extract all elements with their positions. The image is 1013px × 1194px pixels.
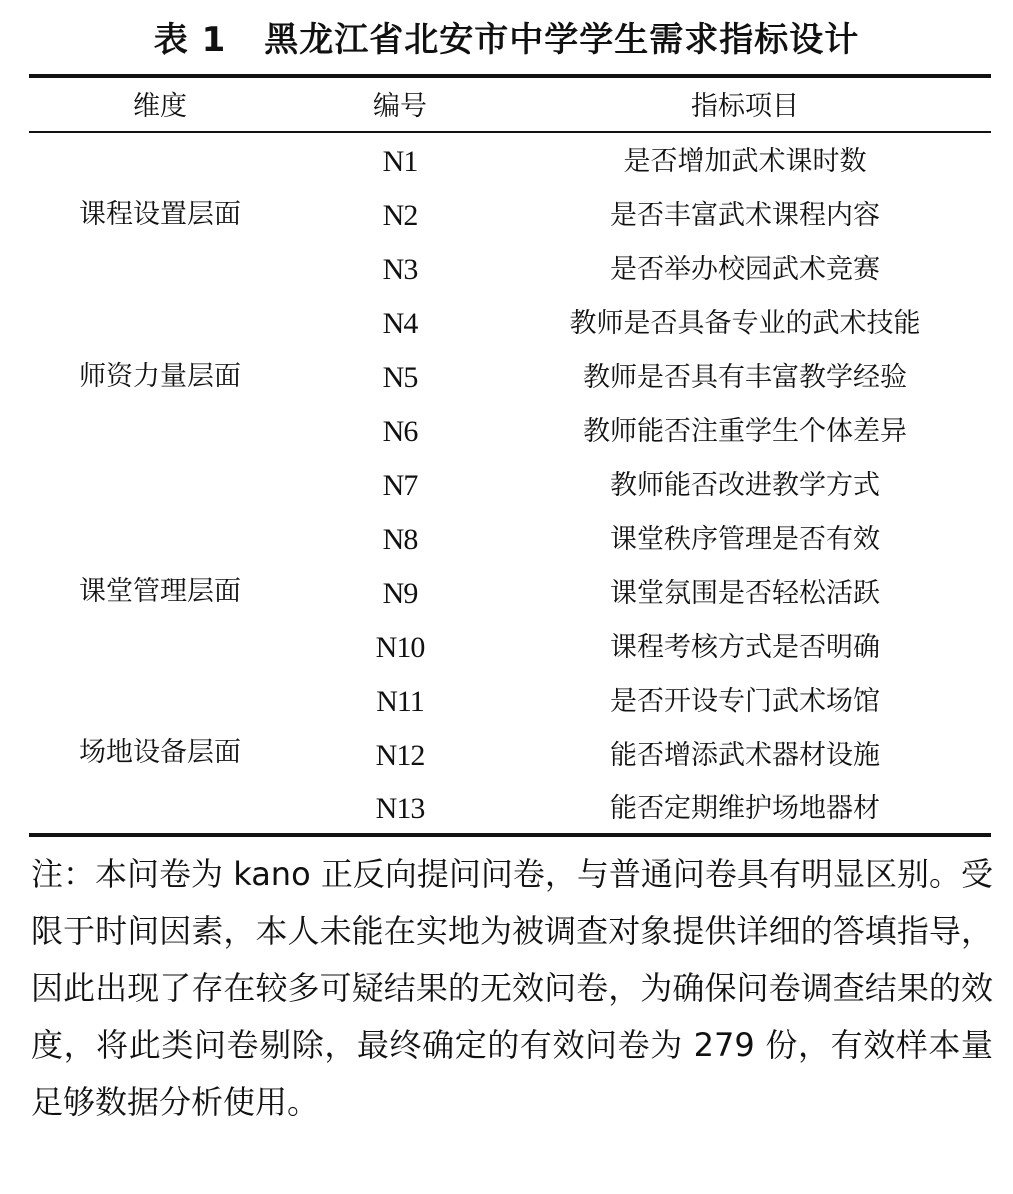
row-number: N10 <box>375 631 425 664</box>
group-label-classroom: 课堂管理层面 <box>79 576 241 607</box>
row-indicator: 是否丰富武术课程内容 <box>610 200 880 231</box>
table-title <box>0 18 1013 62</box>
row-number: N11 <box>376 685 424 718</box>
table-note: 注：本问卷为 kano 正反向提问问卷，与普通问卷具有明显区别。受限于时间因素，本人未能在实地为被调查对象提供详细的答填指导，因此出现了存在较多可疑结果的无效问卷，为确保问卷调查结果的效度，将此类问卷剔除，最终确定的有效问卷为 279 份，有效样本量足够数据分析使用。 <box>31 855 993 1121</box>
row-number: N4 <box>382 307 418 340</box>
row-number: N5 <box>382 361 418 394</box>
row-indicator: 教师是否具有丰富教学经验 <box>583 362 907 393</box>
row-indicator: 是否增加武术课时数 <box>623 146 867 177</box>
table-title-text: 黑龙江省北安市中学学生需求指标设计 <box>264 20 860 60</box>
row-indicator: 教师是否具备专业的武术技能 <box>569 308 921 339</box>
row-number: N3 <box>382 253 418 286</box>
row-indicator: 教师能否改进教学方式 <box>610 470 880 501</box>
row-number: N1 <box>382 145 418 178</box>
row-number: N6 <box>382 415 418 448</box>
row-number: N12 <box>375 739 425 772</box>
row-indicator: 课程考核方式是否明确 <box>610 632 880 663</box>
header-indicator: 指标项目 <box>691 91 799 122</box>
row-indicator: 教师能否注重学生个体差异 <box>583 416 907 447</box>
row-indicator: 能否增添武术器材设施 <box>610 740 880 771</box>
row-number: N13 <box>375 792 425 825</box>
row-indicator: 是否开设专门武术场馆 <box>610 686 880 717</box>
header-dimension: 维度 <box>133 91 187 122</box>
row-number: N9 <box>382 577 418 610</box>
row-number: N8 <box>382 523 418 556</box>
table-header-rule <box>29 131 991 133</box>
header-number: 编号 <box>373 91 427 122</box>
table-bottom-rule <box>29 833 991 837</box>
row-indicator: 课堂秩序管理是否有效 <box>610 524 880 555</box>
row-number: N2 <box>382 199 418 232</box>
table-title-number: 表 1 <box>153 20 227 60</box>
row-indicator: 是否举办校园武术竞赛 <box>610 254 880 285</box>
row-indicator: 能否定期维护场地器材 <box>610 793 880 824</box>
group-label-facilities: 场地设备层面 <box>79 737 241 768</box>
group-label-curriculum: 课程设置层面 <box>79 199 241 230</box>
table-top-rule <box>29 74 991 78</box>
row-number: N7 <box>382 469 418 502</box>
group-label-teachers: 师资力量层面 <box>79 361 241 392</box>
row-indicator: 课堂氛围是否轻松活跃 <box>610 578 880 609</box>
